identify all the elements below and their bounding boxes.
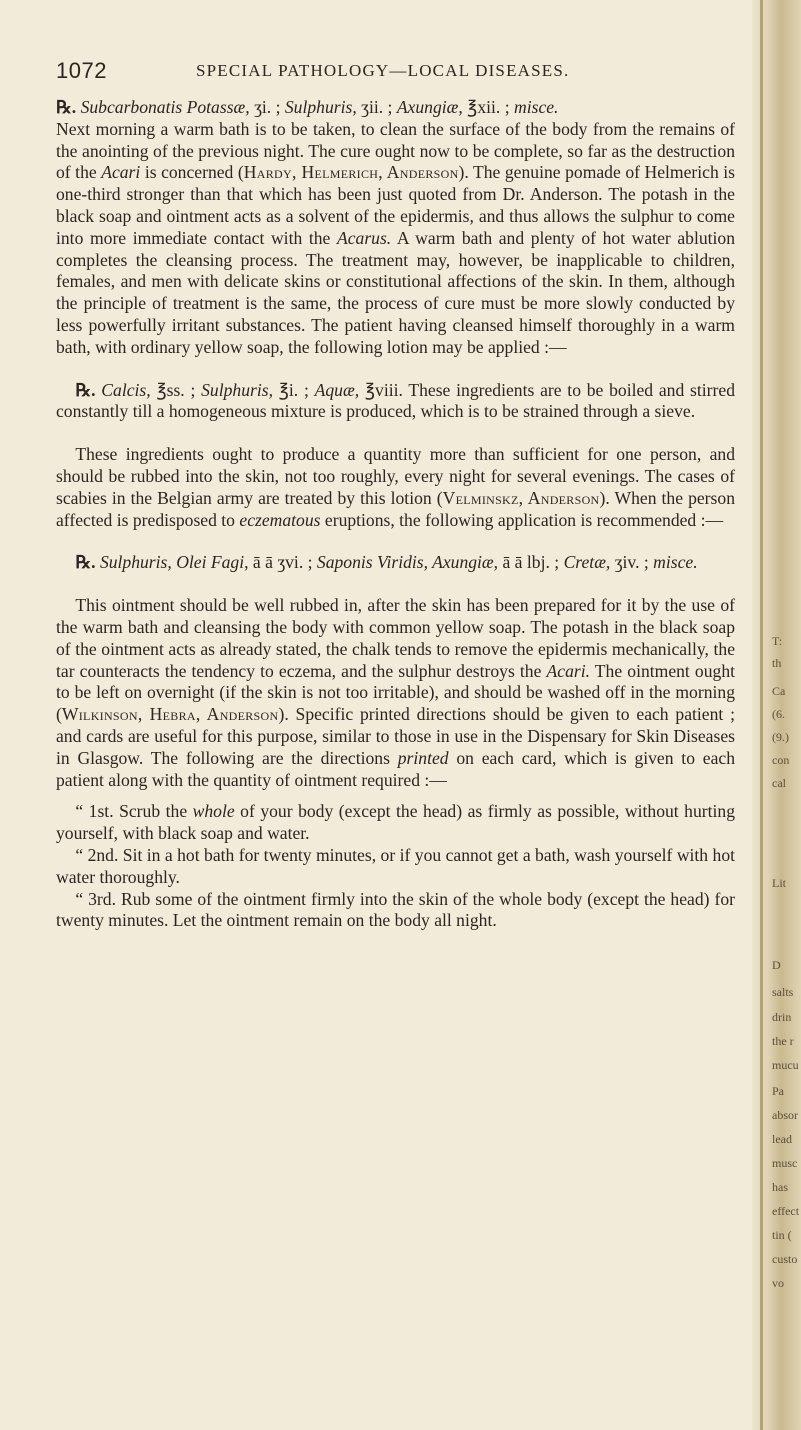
margin-fragment: musc [772, 1156, 798, 1170]
paragraph-ointment: This ointment should be well rubbed in, after the skin has been prepared for it by the use of the warm bath and cleansing the body with common yellow soap. The potash in the black soap of the ointment acts as already stated, the chalk tends to remove the epidermis mechanically, the tar counteracts the tendency to eczema, and the sulphur destroys the Acari. The ointment ought to be left on overnight (if the skin is not too irritable), and should be washed off in the morning (Wilkinson, Hebra, Anderson). Specific printed directions should be given to each patient ; and cards are useful for this purpose, similar to those in use in the Dispensary for Skin Diseases in Glasgow. The following are the directions printed on each card, which is given to each patient along with the quantity of ointment required :— [56, 595, 736, 790]
prescription-1: ℞. Subcarbonatis Potassæ, ʒi. ; Sulphuris, ʒii. ; Axungiæ, ℥xii. ; misce. [56, 97, 559, 117]
prescription-3: ℞. Sulphuris, Olei Fagi, ā ā ʒvi. ; Saponis Viridis, Axungiæ, ā ā lbj. ; Cretæ, ʒiv. ; misce. [75, 552, 698, 573]
direction-2: “ 2nd. Sit in a hot bath for twenty minutes, or if you cannot get a bath, wash yourself with hot water thoroughly. [56, 844, 735, 887]
prescription-2: ℞. Calcis, ℥ss. ; Sulphuris, ℥i. ; Aquæ, ℥viii. These ingredients are to be boiled and stirred constantly till a homogeneous mixture is produced, which is to be strained through a sieve. [56, 379, 735, 422]
margin-fragment: Lit [772, 876, 786, 890]
page-number: 1072 [56, 58, 107, 83]
running-title: SPECIAL PATHOLOGY—LOCAL DISEASES. [196, 61, 570, 80]
rx-symbol: ℞. [75, 552, 96, 573]
page-header [0, 58, 801, 88]
margin-fragment: Pa [772, 1084, 784, 1098]
body-text [56, 97, 735, 932]
paragraph-quantity: These ingredients ought to produce a quantity more than sufficient for one person, and should be rubbed into the skin, not too roughly, every night for several evenings. The cases of scabies in the Belgian army are treated by this lotion (Velminskz, Anderson). When the person affected is predisposed to eczematous eruptions, the following application is recommended :— [56, 444, 735, 530]
margin-fragment: (9.) [772, 730, 789, 744]
margin-fragment: cal [772, 776, 786, 790]
margin-fragment: th [772, 656, 782, 670]
margin-fragment: tin ( [772, 1228, 792, 1242]
rx-symbol: ℞. [75, 379, 96, 400]
margin-fragment: drin [772, 1010, 792, 1024]
margin-fragment: vo [772, 1276, 784, 1290]
margin-fragment: the r [772, 1034, 794, 1048]
margin-fragment: salts [772, 985, 794, 999]
margin-fragment: lead [772, 1132, 792, 1146]
margin-fragment: custo [772, 1252, 798, 1266]
margin-fragment: T: [772, 634, 783, 648]
direction-1: “ 1st. Scrub the whole of your body (except the head) as firmly as possible, without hurting yourself, with black soap and water. [56, 801, 735, 844]
margin-fragment: con [772, 753, 790, 767]
margin-fragment: D [772, 958, 781, 972]
margin-fragment: effect [772, 1204, 800, 1218]
facing-page-fragments [772, 0, 801, 1430]
binding-edge [760, 0, 763, 1430]
paragraph-next-morning: Next morning a warm bath is to be taken, to clean the surface of the body from the remains of the anointing of the previous night. The cure ought now to be complete, so far as the destruction of the Acari is concerned (Hardy, Helmerich, Anderson). The genuine pomade of Helmerich is one-third stronger than that which has been just quoted from Dr. Anderson. The potash in the black soap and ointment acts as a solvent of the epidermis, and thus allows the sulphur to come into more immediate contact with the Acarus. A warm bath and plenty of hot water ablution completes the cleansing process. The treatment may, however, be inapplicable to children, females, and men with delicate skins or constitutional affections of the skin. In them, although the principle of treatment is the same, the process of cure must be more slowly conducted by less powerfully irritant substances. The patient having cleansed himself thoroughly in a warm bath, with ordinary yellow soap, the following lotion may be applied :— [56, 118, 735, 357]
direction-3: “ 3rd. Rub some of the ointment firmly into the skin of the whole body (except the head) for twenty minutes. Let the ointment remain on the body all night. [56, 888, 735, 931]
margin-fragment: mucu [772, 1058, 799, 1072]
margin-fragment: absor [772, 1108, 798, 1122]
margin-fragment: (6. [772, 707, 785, 721]
margin-fragment: Ca [772, 684, 786, 698]
margin-fragment: has [772, 1180, 788, 1194]
rx-symbol: ℞. [56, 97, 77, 117]
